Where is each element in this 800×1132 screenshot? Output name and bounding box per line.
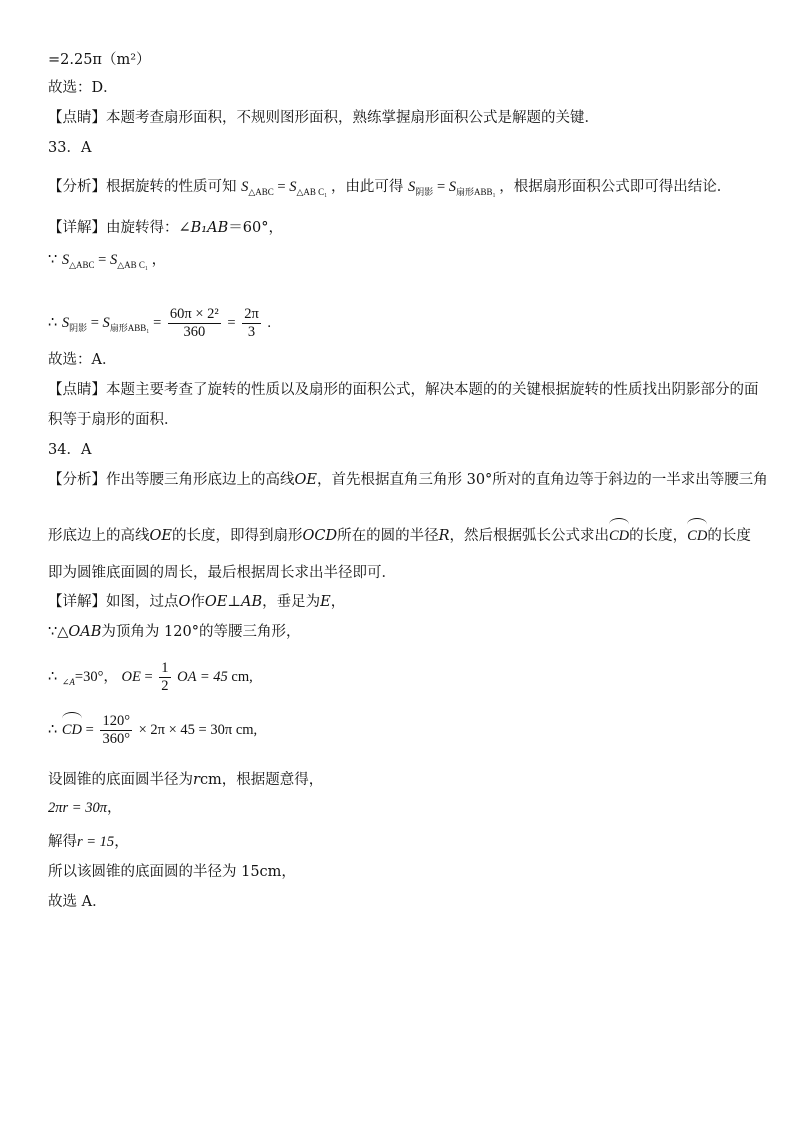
- line-equation: 2πr = 30π，: [48, 800, 122, 816]
- arc-cd: CD: [687, 518, 707, 546]
- fraction-half: $\frac{1}{2}$: [161, 660, 169, 694]
- line-let-radius: 设圆锥的底面圆半径为rcm，根据题意得，: [48, 772, 324, 788]
- line-comment-32: 【点睛】本题考查扇形面积，不规则图形面积，熟练掌握扇形面积公式是解题的关键．: [48, 110, 599, 126]
- formula-shadow-sector: $S_{阴影} = S_{扇形ABB_1}$: [408, 179, 496, 197]
- line-q34-analysis-1: 【分析】作出等腰三角形底边上的高线OE，首先根据直角三角形 30°所对的直角边等于斜边的一半求出等腰三角: [48, 472, 768, 488]
- line-angle-oe: ∴ $_{\angle A}$=30°， OE = $\frac{1}{2}$ OA = 45 cm,: [48, 660, 253, 694]
- line-solve: 解得r = 15，: [48, 834, 129, 850]
- arc-cd: CD: [62, 712, 82, 740]
- line-therefore-area: ∴ $S_{阴影} = S_{扇形ABB_1}$ = $\frac{\text{60π × 2²}}{360}$ = $\frac{2\pi}{3}$ .: [48, 306, 272, 340]
- line-answer-a-34: 故选 A．: [48, 894, 107, 910]
- line-q34-detail: 【详解】如图，过点O作OE⊥AB，垂足为E，: [48, 594, 346, 610]
- question-34-number: 34．A: [48, 442, 92, 458]
- line-since-area: ∵ $S_{\triangle ABC} = S_{\triangle AB C_1}$ ，: [48, 252, 167, 270]
- line-answer-a-33: 故选：A．: [48, 352, 117, 368]
- line-q33-detail: 【详解】由旋转得：∠B₁AB＝60°，: [48, 220, 283, 236]
- line-q33-analysis: 【分析】根据旋转的性质可知 $S_{\triangle ABC} = S_{\triangle AB C_1}$ ，由此可得 $S_{阴影} = S_{扇形ABB_1}$ ，根据扇形面积公式即可得出结论．: [48, 179, 732, 197]
- line-q34-analysis-3: 即为圆锥底面圆的周长，最后根据周长求出半径即可．: [48, 565, 396, 581]
- fraction-angle: $\frac{120^\circ}{360^\circ}$: [102, 713, 130, 748]
- line-area-result: =2.25π（m²）: [48, 52, 151, 68]
- line-answer-d: 故选：D．: [48, 80, 118, 96]
- line-comment-33a: 【点睛】本题主要考查了旋转的性质以及扇形的面积公式，解决本题的的关键根据旋转的性质找出阴影部分的面: [48, 382, 759, 398]
- line-since-triangle: ∵△OAB为顶角为 120°的等腰三角形，: [48, 624, 301, 640]
- line-comment-33b: 积等于扇形的面积．: [48, 412, 179, 428]
- question-33-number: 33．A: [48, 140, 92, 156]
- line-arc-length: ∴ CD = $\frac{120^\circ}{360^\circ}$ × 2π × 45 = 30π cm,: [48, 713, 258, 748]
- arc-cd: CD: [609, 518, 629, 546]
- fraction-sector-area: $\frac{\text{60π × 2²}}{360}$: [169, 306, 219, 340]
- line-q34-analysis-2: 形底边上的高线OE的长度，即得到扇形OCD所在的圆的半径R，然后根据弧长公式求出CD的长度，CD的长度: [48, 518, 751, 546]
- fraction-result: $\frac{2\pi}{3}$: [244, 306, 259, 340]
- formula-area-equal: $S_{\triangle ABC} = S_{\triangle AB C_1}$: [241, 179, 328, 197]
- line-conclusion: 所以该圆锥的底面圆的半径为 15cm，: [48, 864, 296, 880]
